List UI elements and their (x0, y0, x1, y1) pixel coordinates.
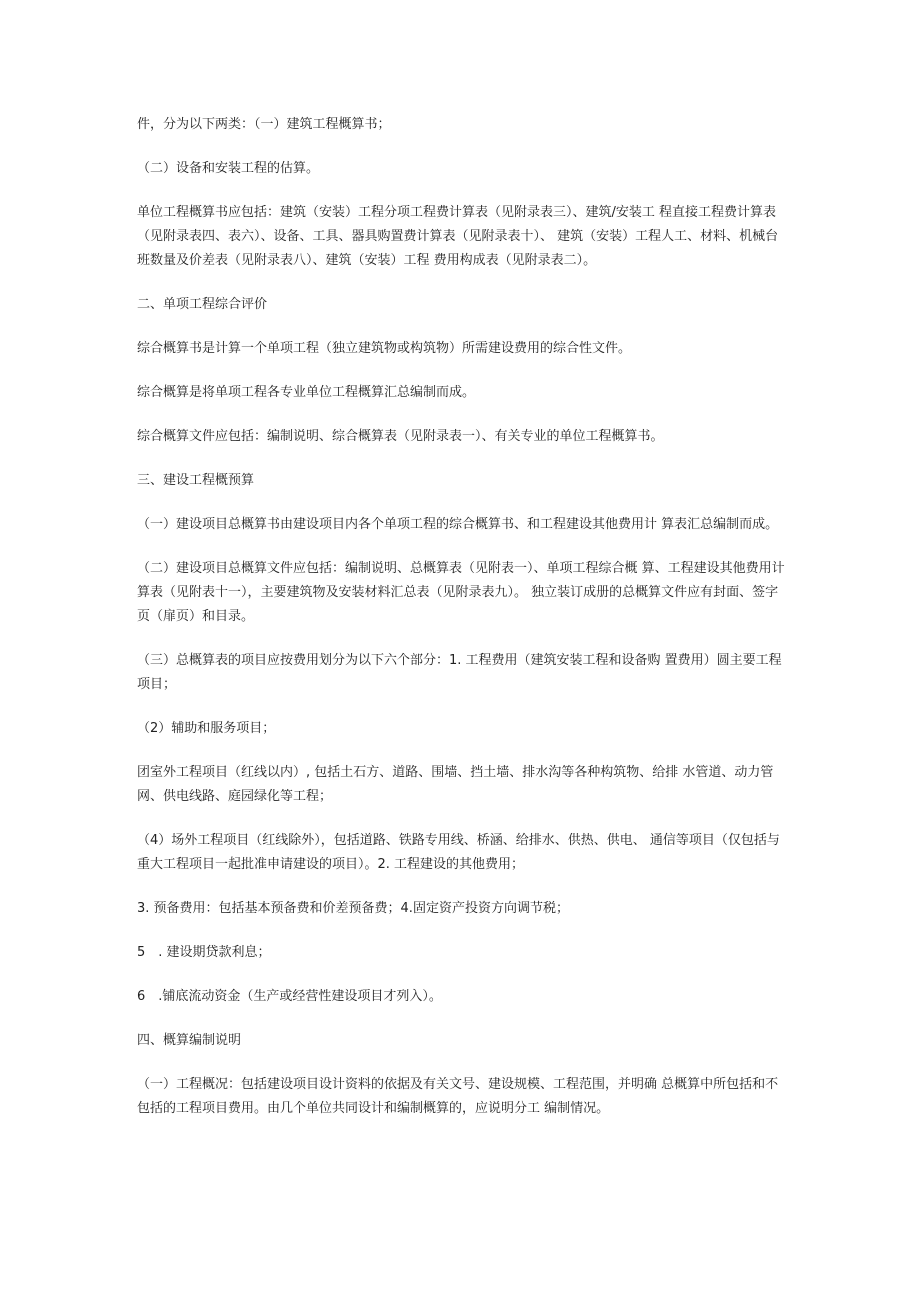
paragraph-project-overview: （一）工程概况：包括建设项目设计资料的依据及有关文号、建设规模、工程范围，并明确 总概算中所包括和不包括的工程项目费用。由几个单位共同设计和编制概算的，应说明分工 编制情况。 (137, 1077, 779, 1116)
paragraph-continuation: 件，分为以下两类：（一）建筑工程概算书； (137, 117, 391, 132)
paragraph-offsite-items: （4）场外工程项目（红线除外），包括道路、铁路专用线、桥涵、给排水、供热、供电、 通信等项目（仅包括与重大工程项目一起批准申请建设的项目）。2. 工程建设的其他费用； (137, 833, 780, 872)
paragraph-unit-estimate-contents: 单位工程概算书应包括：建筑（安装）工程分项工程费计算表（见附录表三）、建筑/安装工 程直接工程费计算表（见附录表四、表六）、设备、工具、器具购置费计算表（见附录表十）、 建筑（安装）工程人工、材料、机械台班数量及价差表（见附录表八）、建筑（安装）工程 费用构成表（见附录表二）。 (137, 205, 779, 268)
section-heading-3: 三、建设工程概预算 (137, 473, 255, 488)
section-heading-2: 二、单项工程综合评价 (137, 297, 268, 312)
paragraph-outdoor-items: 团室外工程项目（红线以内）, 包括土石方、道路、围墙、挡土墙、排水沟等各种构筑物、给排 水管道、动力管网、供电线路、庭园绿化等工程； (137, 765, 774, 804)
paragraph-total-estimate-1: （一）建设项目总概算书由建设项目内各个单项工程的综合概算书、和工程建设其他费用计 算表汇总编制而成。 (137, 517, 779, 532)
paragraph-total-estimate-2: （二）建设项目总概算文件应包括：编制说明、总概算表（见附表一）、单项工程综合概 算、工程建设其他费用计算表（见附表十一），主要建筑物及安装材料汇总表（见附录表九）。 独立装订成册的总概算文件应有封面、签字页（扉页）和目录。 (137, 561, 785, 624)
paragraph-comprehensive-contents: 综合概算文件应包括：编制说明、综合概算表（见附录表一）、有关专业的单位工程概算书。 (137, 429, 664, 444)
paragraph-total-estimate-3: （三）总概算表的项目应按费用划分为以下六个部分：1. 工程费用（建筑安装工程和设备购 置费用）圆主要工程项目； (137, 653, 782, 692)
paragraph-comprehensive-compilation: 综合概算是将单项工程各专业单位工程概算汇总编制而成。 (137, 385, 476, 400)
section-heading-4: 四、概算编制说明 (137, 1033, 242, 1048)
paragraph-working-capital: 6 .铺底流动资金（生产或经营性建设项目才列入）。 (137, 989, 442, 1004)
paragraph-loan-interest: 5 . 建设期贷款利息； (137, 945, 271, 960)
paragraph-reserve-fees: 3. 预备费用：包括基本预备费和价差预备费；4.固定资产投资方向调节税； (137, 901, 569, 916)
document-body (137, 113, 785, 1141)
paragraph-auxiliary-items: （2）辅助和服务项目； (137, 721, 276, 736)
paragraph-comprehensive-definition: 综合概算书是计算一个单项工程（独立建筑物或构筑物）所需建设费用的综合性文件。 (137, 341, 632, 356)
paragraph-equipment-estimate: （二）设备和安装工程的估算。 (137, 161, 320, 176)
